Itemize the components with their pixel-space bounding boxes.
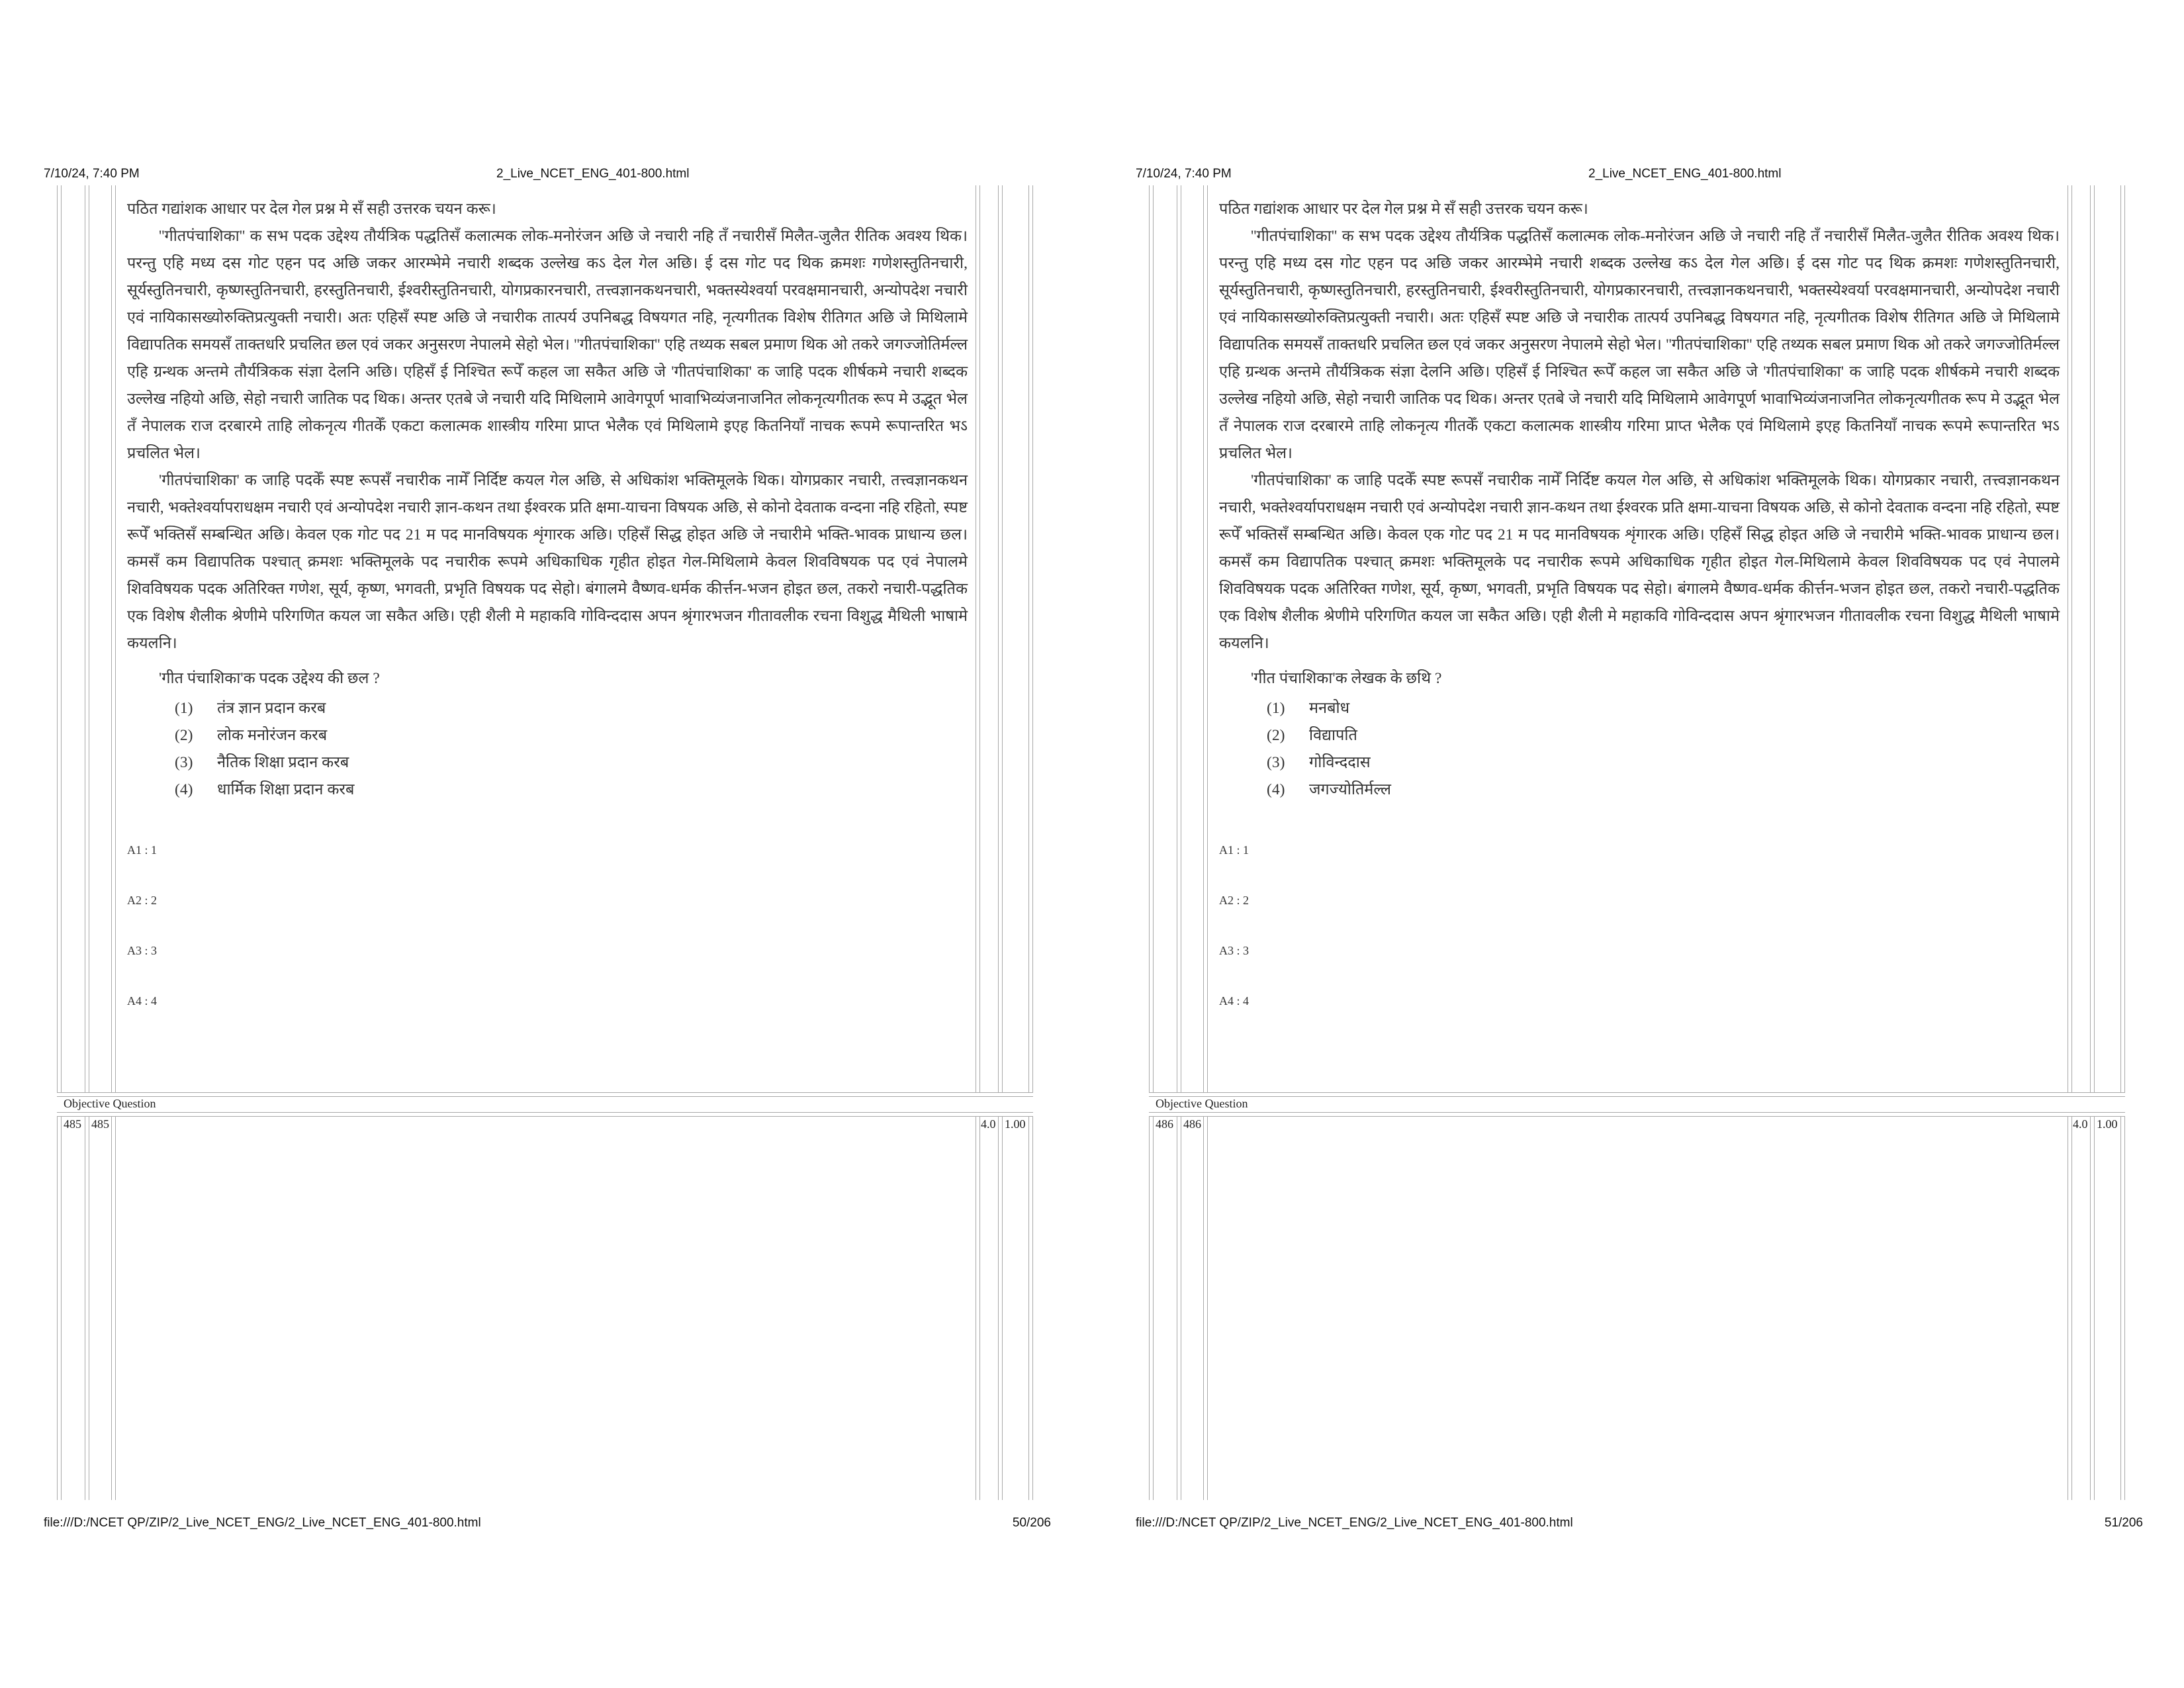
option-number: (4) — [1267, 781, 1285, 798]
question-id: 486 — [1183, 1117, 1201, 1131]
option-item — [175, 695, 968, 722]
option-item — [175, 722, 968, 749]
option-item — [1267, 776, 2060, 804]
answer-key-item: A3 : 3 — [127, 944, 157, 957]
option-text: गोविन्ददास — [1309, 754, 1371, 771]
answer-key-item: A1 : 1 — [127, 843, 157, 857]
answer-key-item: A4 : 4 — [127, 994, 157, 1008]
question-number: 485 — [64, 1117, 81, 1131]
answer-key-item: A1 : 1 — [1219, 843, 1249, 857]
table-rule — [1028, 185, 1029, 1092]
question-id: 485 — [91, 1117, 109, 1131]
option-number: (1) — [175, 700, 193, 717]
table-rule — [1207, 1116, 1208, 1500]
question-stem: 'गीत पंचाशिका'क पदक उद्देश्य की छल ? — [159, 670, 380, 687]
answer-key-list — [127, 825, 968, 1026]
table-rule — [115, 185, 116, 1092]
option-text: विद्यापति — [1309, 727, 1357, 744]
table-rule — [1028, 1116, 1029, 1500]
table-rule — [2094, 185, 2095, 1092]
question-marks: 4.0 — [2073, 1117, 2088, 1131]
option-text: लोक मनोरंजन करब — [217, 727, 328, 744]
negative-marks: 1.00 — [1005, 1117, 1026, 1131]
question-type-label: Objective Question — [64, 1097, 156, 1110]
passage-intro: पठित गद्यांशक आधार पर देल गेल प्रश्न मे सँ सही उत्तरक चयन करू। — [1219, 201, 1588, 218]
table-rule — [1149, 1096, 2125, 1097]
question-number: 486 — [1156, 1117, 1173, 1131]
table-rule — [57, 1092, 1033, 1093]
table-rule — [979, 185, 980, 1092]
table-rule — [57, 1112, 1033, 1113]
options-list — [175, 695, 968, 804]
table-rule — [2071, 1116, 2072, 1500]
option-item — [1267, 695, 2060, 722]
table-rule — [2120, 185, 2121, 1092]
question-stem: 'गीत पंचाशिका'क लेखक के छथि ? — [1251, 670, 1442, 687]
table-rule — [61, 185, 62, 1092]
table-rule — [1002, 1116, 1003, 1500]
answer-key-item: A3 : 3 — [1219, 944, 1249, 957]
footer-file-path: file:///D:/NCET QP/ZIP/2_Live_NCET_ENG/2_Live_NCET_ENG_401-800.html — [44, 1516, 481, 1530]
footer-page-number: 50/206 — [1012, 1516, 1051, 1530]
table-rule — [998, 1116, 999, 1500]
table-rule — [1149, 1112, 2125, 1113]
option-number: (3) — [175, 754, 193, 771]
table-rule — [1207, 185, 1208, 1092]
table-rule — [2120, 1116, 2121, 1500]
question-marks: 4.0 — [981, 1117, 996, 1131]
passage-intro: पठित गद्यांशक आधार पर देल गेल प्रश्न मे सँ सही उत्तरक चयन करू। — [127, 201, 496, 218]
footer-file-path: file:///D:/NCET QP/ZIP/2_Live_NCET_ENG/2_Live_NCET_ENG_401-800.html — [1136, 1516, 1573, 1530]
table-rule — [2071, 185, 2072, 1092]
header-date: 7/10/24, 7:40 PM — [44, 167, 140, 181]
table-rule — [1002, 185, 1003, 1092]
header-title: 2_Live_NCET_ENG_401-800.html — [496, 167, 690, 181]
table-rule — [1153, 185, 1154, 1092]
option-number: (1) — [1267, 700, 1285, 717]
table-rule — [57, 1116, 1033, 1117]
option-number: (2) — [1267, 727, 1285, 744]
table-rule — [115, 1116, 116, 1500]
table-rule — [2094, 1116, 2095, 1500]
table-rule — [57, 1096, 1033, 1097]
table-rule — [1149, 1092, 2125, 1093]
question-content — [127, 196, 968, 1026]
answer-key-item: A2 : 2 — [1219, 894, 1249, 907]
option-number: (2) — [175, 727, 193, 744]
table-rule — [2124, 1116, 2125, 1500]
header-title: 2_Live_NCET_ENG_401-800.html — [1588, 167, 1782, 181]
table-rule — [2124, 185, 2125, 1092]
table-rule — [61, 1116, 62, 1500]
option-item — [175, 749, 968, 776]
header-date: 7/10/24, 7:40 PM — [1136, 167, 1232, 181]
footer-page-number: 51/206 — [2104, 1516, 2143, 1530]
passage-paragraph: ''गीतपंचाशिका'' क सभ पदक उद्देश्य तौर्यत्रिक पद्धतिसँ कलात्मक लोक-मनोरंजन अछि जे नचारी नहि तँ नचारीसँ मिलैत-जुलैत रीतिक अवश्य थिक। परन्तु एहि मध्य दस गोट एहन पद अछि जकर आरम्भेमे नचारी शब्दक उल्लेख कऽ देल गेल अछि। ई दस गोट पद थिक क्रमशः गणेशस्तुतिनचारी, सूर्यस्तुतिनचारी, कृष्णस्तुतिनचारी, हरस्तुतिनचारी, ईश्वरीस्तुतिनचारी, योगप्रकारनचारी, तत्त्वज्ञानकथनचारी, भक्तस्येश्वर्या परवक्षमानचारी, अन्योपदेश नचारी एवं नायिकासख्योरुक्तिप्रत्युक्ती नचारी। अतः एहिसँ स्पष्ट अछि जे नचारीक तात्पर्य उपनिबद्ध विषयगत नहि, नृत्यगीतक विशेष रीतिगत अछि जे मिथिलामे विद्यापतिक समयसँ ताक्तधरि प्रचलित छल एवं जकर अनुसरण नेपालमे सेहो भेल। ''गीतपंचाशिका'' एहि तथ्यक सबल प्रमाण थिक ओ तकरे जगज्जोतिर्मल्ल एहि ग्रन्थक अन्तमे तौर्यत्रिकक संज्ञा देलनि अछि। एहिसँ ई निश्चित रूपेँ कहल जा सकैत अछि जे 'गीतपंचाशिका' क जाहि पदक शीर्षकमे नचारी शब्दक उल्लेख नहियो अछि, सेहो नचारी जातिक पद थिक। अन्तर एतबे जे नचारी यदि मिथिलामे आवेगपूर्ण भावाभिव्यंजनाजनित लोकनृत्यगीतक रूप मे उद्भूत भेल तँ नेपालक राज दरबारमे ताहि लोकनृत्य गीतकेँ एकटा कलात्मक शास्त्रीय गरिमा प्राप्त भेलैक एवं मिथिलामे इएह कितनियाँ नाचक रूपमे रूपान्तरित भऽ प्रचलित भेल। — [1219, 228, 2060, 462]
answer-key-item: A4 : 4 — [1219, 994, 1249, 1008]
option-text: जगज्योतिर्मल्ल — [1309, 781, 1391, 798]
table-rule — [2090, 1116, 2091, 1500]
option-text: तंत्र ज्ञान प्रदान करब — [217, 700, 326, 717]
table-rule — [998, 185, 999, 1092]
question-content — [1219, 196, 2060, 1026]
table-rule — [1149, 185, 1150, 1092]
table-rule — [111, 1116, 112, 1500]
table-rule — [2090, 185, 2091, 1092]
option-item — [175, 776, 968, 804]
option-number: (3) — [1267, 754, 1285, 771]
table-rule — [1149, 1116, 1150, 1500]
passage-paragraph: 'गीतपंचाशिका' क जाहि पदकेँ स्पष्ट रूपसँ नचारीक नामेँ निर्दिष्ट कयल गेल अछि, से अधिकांश भक्तिमूलके थिक। योगप्रकार नचारी, तत्त्वज्ञानकथन नचारी, भक्तेश्वर्यापराधक्षम नचारी एवं अन्योपदेश नचारी ज्ञान-कथन तथा ईश्वरक प्रति क्षमा-याचना विषयक अछि, से कोनो देवताक वन्दना नहि रहितो, स्पष्ट रूपेँ भक्तिसँ सम्बन्धित अछि। केवल एक गोट पद 21 म पद मानविषयक शृंगारक अछि। एहिसँ सिद्ध होइत अछि जे नचारीमे भक्ति-भावक प्राधान्य छल। कमसँ कम विद्यापतिक पश्चात् क्रमशः भक्तिमूलके पद नचारीक रूपमे अधिकाधिक गृहीत होइत गेल-मिथिलामे केवल शिवविषयक पद एवं नेपालमे शिवविषयक पदक अतिरिक्त गणेश, सूर्य, कृष्ण, भगवती, प्रभृति विषयक पद सेहो। बंगालमे वैष्णव-धर्मक कीर्त्तन-भजन होइत छल, तकरो नचारी-पद्धतिक एक विशेष शैलीक श्रेणीमे परिगणित कयल जा सकैत अछि। एही शैली मे महाकवि गोविन्ददास अपन श्रृंगारभजन गीतावलीक रचना विशुद्ध मैथिली भाषामे कयलनि। — [127, 472, 968, 652]
option-text: धार्मिक शिक्षा प्रदान करब — [217, 781, 355, 798]
passage-paragraph: ''गीतपंचाशिका'' क सभ पदक उद्देश्य तौर्यत्रिक पद्धतिसँ कलात्मक लोक-मनोरंजन अछि जे नचारी नहि तँ नचारीसँ मिलैत-जुलैत रीतिक अवश्य थिक। परन्तु एहि मध्य दस गोट एहन पद अछि जकर आरम्भेमे नचारी शब्दक उल्लेख कऽ देल गेल अछि। ई दस गोट पद थिक क्रमशः गणेशस्तुतिनचारी, सूर्यस्तुतिनचारी, कृष्णस्तुतिनचारी, हरस्तुतिनचारी, ईश्वरीस्तुतिनचारी, योगप्रकारनचारी, तत्त्वज्ञानकथनचारी, भक्तस्येश्वर्या परवक्षमानचारी, अन्योपदेश नचारी एवं नायिकासख्योरुक्तिप्रत्युक्ती नचारी। अतः एहिसँ स्पष्ट अछि जे नचारीक तात्पर्य उपनिबद्ध विषयगत नहि, नृत्यगीतक विशेष रीतिगत अछि जे मिथिलामे विद्यापतिक समयसँ ताक्तधरि प्रचलित छल एवं जकर अनुसरण नेपालमे सेहो भेल। ''गीतपंचाशिका'' एहि तथ्यक सबल प्रमाण थिक ओ तकरे जगज्जोतिर्मल्ल एहि ग्रन्थक अन्तमे तौर्यत्रिकक संज्ञा देलनि अछि। एहिसँ ई निश्चित रूपेँ कहल जा सकैत अछि जे 'गीतपंचाशिका' क जाहि पदक शीर्षकमे नचारी शब्दक उल्लेख नहियो अछि, सेहो नचारी जातिक पद थिक। अन्तर एतबे जे नचारी यदि मिथिलामे आवेगपूर्ण भावाभिव्यंजनाजनित लोकनृत्यगीतक रूप मे उद्भूत भेल तँ नेपालक राज दरबारमे ताहि लोकनृत्य गीतकेँ एकटा कलात्मक शास्त्रीय गरिमा प्राप्त भेलैक एवं मिथिलामे इएह कितनियाँ नाचक रूपमे रूपान्तरित भऽ प्रचलित भेल। — [127, 228, 968, 462]
option-item — [1267, 749, 2060, 776]
answer-key-item: A2 : 2 — [127, 894, 157, 907]
table-rule — [1203, 185, 1204, 1092]
table-rule — [111, 185, 112, 1092]
question-type-label: Objective Question — [1156, 1097, 1248, 1110]
table-rule — [979, 1116, 980, 1500]
negative-marks: 1.00 — [2097, 1117, 2118, 1131]
table-rule — [1149, 1116, 2125, 1117]
table-rule — [57, 185, 58, 1092]
print-page-51 — [1092, 0, 2184, 1688]
option-text: नैतिक शिक्षा प्रदान करब — [217, 754, 349, 771]
option-number: (4) — [175, 781, 193, 798]
table-rule — [1203, 1116, 1204, 1500]
table-rule — [57, 1116, 58, 1500]
passage-paragraph: 'गीतपंचाशिका' क जाहि पदकेँ स्पष्ट रूपसँ नचारीक नामेँ निर्दिष्ट कयल गेल अछि, से अधिकांश भक्तिमूलके थिक। योगप्रकार नचारी, तत्त्वज्ञानकथन नचारी, भक्तेश्वर्यापराधक्षम नचारी एवं अन्योपदेश नचारी ज्ञान-कथन तथा ईश्वरक प्रति क्षमा-याचना विषयक अछि, से कोनो देवताक वन्दना नहि रहितो, स्पष्ट रूपेँ भक्तिसँ सम्बन्धित अछि। केवल एक गोट पद 21 म पद मानविषयक शृंगारक अछि। एहिसँ सिद्ध होइत अछि जे नचारीमे भक्ति-भावक प्राधान्य छल। कमसँ कम विद्यापतिक पश्चात् क्रमशः भक्तिमूलके पद नचारीक रूपमे अधिकाधिक गृहीत होइत गेल-मिथिलामे केवल शिवविषयक पद एवं नेपालमे शिवविषयक पदक अतिरिक्त गणेश, सूर्य, कृष्ण, भगवती, प्रभृति विषयक पद सेहो। बंगालमे वैष्णव-धर्मक कीर्त्तन-भजन होइत छल, तकरो नचारी-पद्धतिक एक विशेष शैलीक श्रेणीमे परिगणित कयल जा सकैत अछि। एही शैली मे महाकवि गोविन्ददास अपन श्रृंगारभजन गीतावलीक रचना विशुद्ध मैथिली भाषामे कयलनि। — [1219, 472, 2060, 652]
table-rule — [1153, 1116, 1154, 1500]
answer-key-list — [1219, 825, 2060, 1026]
table-rule — [1032, 1116, 1033, 1500]
option-text: मनबोध — [1309, 700, 1350, 717]
options-list — [1267, 695, 2060, 804]
option-item — [1267, 722, 2060, 749]
table-rule — [1032, 185, 1033, 1092]
